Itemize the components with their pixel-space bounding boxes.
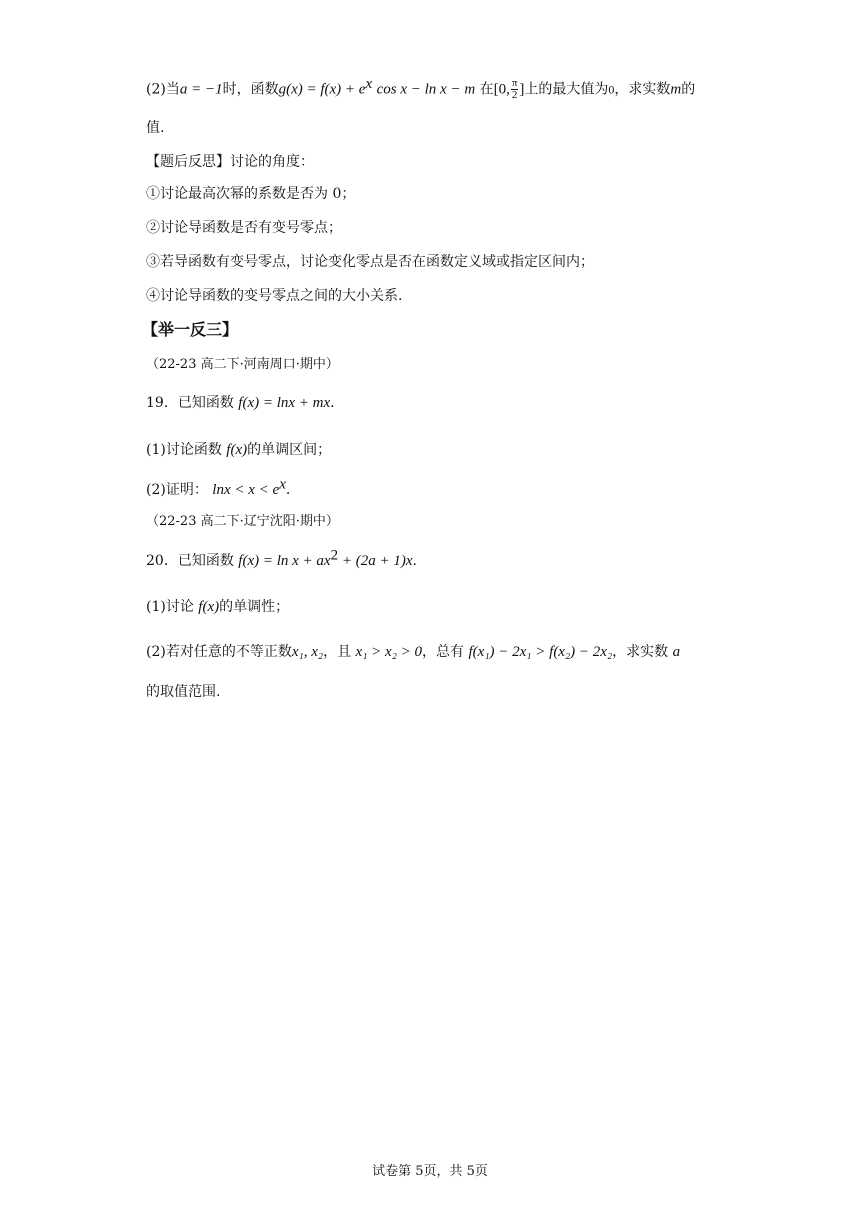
q19-part1	[146, 440, 331, 460]
q19-source: （22-23 高二下·河南周口·期中）	[146, 357, 339, 372]
q19-part2	[146, 476, 291, 500]
problem-part2-continuation: 值.	[146, 120, 165, 136]
page-footer: 试卷第 5页，共 5页	[372, 1164, 488, 1179]
q20-part2-inequality: x₁ > x₂ > 0	[355, 644, 423, 660]
part2-tail3: 的	[681, 81, 696, 98]
part2-tail: 上的最大值为	[524, 81, 609, 98]
q20-part1-post: 的单调性；	[219, 599, 290, 615]
q20-part2-mid2: ，总有	[422, 644, 465, 660]
q20-stem	[146, 547, 417, 571]
q20-part2	[146, 642, 680, 662]
part2-exponent: x	[365, 75, 373, 92]
reflection-item-2: ②讨论导函数是否有变号零点；	[146, 220, 342, 236]
part2-prefix: (2)当	[146, 81, 180, 98]
part2-interval-pre: 在	[479, 81, 494, 98]
q19-part1-pre: (1)讨论函数	[146, 442, 222, 458]
part2-mid: 时，函数	[222, 81, 279, 98]
part2-function: g(x) = f(x) + e	[278, 81, 366, 98]
part2-interval-right: ]	[519, 81, 525, 98]
q20-part1-math: f(x)	[198, 599, 220, 615]
fraction-numerator: π	[511, 77, 518, 89]
q20-part1-pre: (1)讨论	[146, 599, 194, 615]
q20-part2-continuation: 的取值范围.	[146, 684, 221, 700]
reflection-item-3: ③若导函数有变号零点，讨论变化零点是否在函数定义域或指定区间内；	[146, 254, 594, 270]
q20-part2-a: a	[672, 644, 681, 660]
problem-part2-line	[146, 75, 696, 101]
q19-part2-end: .	[285, 482, 291, 498]
q20-source: （22-23 高二下·辽宁沈阳·期中）	[146, 514, 339, 529]
q20-part2-tail: ，求实数	[612, 644, 669, 660]
part2-interval-left: [0,	[493, 81, 510, 98]
part2-m: m	[670, 81, 682, 98]
q20-stem-math: f(x) = ln x + ax	[238, 553, 331, 569]
part2-zero: 0	[608, 82, 615, 97]
q20-part1	[146, 597, 289, 617]
q20-part2-condition: f(x₁) − 2x₁ > f(x₂) − 2x₂	[468, 644, 613, 660]
q20-part2-vars: x₁, x₂	[291, 644, 324, 660]
q19-part1-math: f(x)	[226, 442, 248, 458]
part2-tail2: ，求实数	[614, 81, 671, 98]
pi-over-two-fraction	[511, 78, 519, 101]
q20-stem-math-rest: + (2a + 1)x	[338, 553, 413, 569]
q20-part2-mid: ，且	[323, 644, 352, 660]
q19-part2-math: lnx < x < e	[212, 482, 280, 498]
q19-part2-pre: (2)证明：	[146, 482, 208, 498]
reflection-title: 【题后反思】讨论的角度：	[146, 154, 314, 170]
part2-function-rest: cos x − ln x − m	[376, 81, 476, 98]
q19-part1-post: 的单调区间；	[247, 442, 332, 458]
fraction-denominator: 2	[511, 89, 518, 101]
q19-stem-pre: 19．已知函数	[146, 395, 234, 411]
q19-part2-exponent: x	[279, 476, 286, 493]
q19-stem-end: .	[330, 395, 335, 411]
q20-stem-square: 2	[330, 547, 339, 564]
q20-stem-end: .	[412, 553, 417, 569]
q19-stem-math: f(x) = lnx + mx	[238, 395, 331, 411]
reflection-item-1: ①讨论最高次幂的系数是否为 0；	[146, 186, 356, 202]
q20-part2-pre: (2)若对任意的不等正数	[146, 644, 292, 660]
q19-stem	[146, 393, 335, 413]
part2-condition: a = −1	[179, 81, 223, 98]
reflection-item-4: ④讨论导函数的变号零点之间的大小关系.	[146, 288, 403, 304]
q20-stem-pre: 20．已知函数	[146, 553, 234, 569]
section-heading: 【举一反三】	[142, 320, 239, 339]
